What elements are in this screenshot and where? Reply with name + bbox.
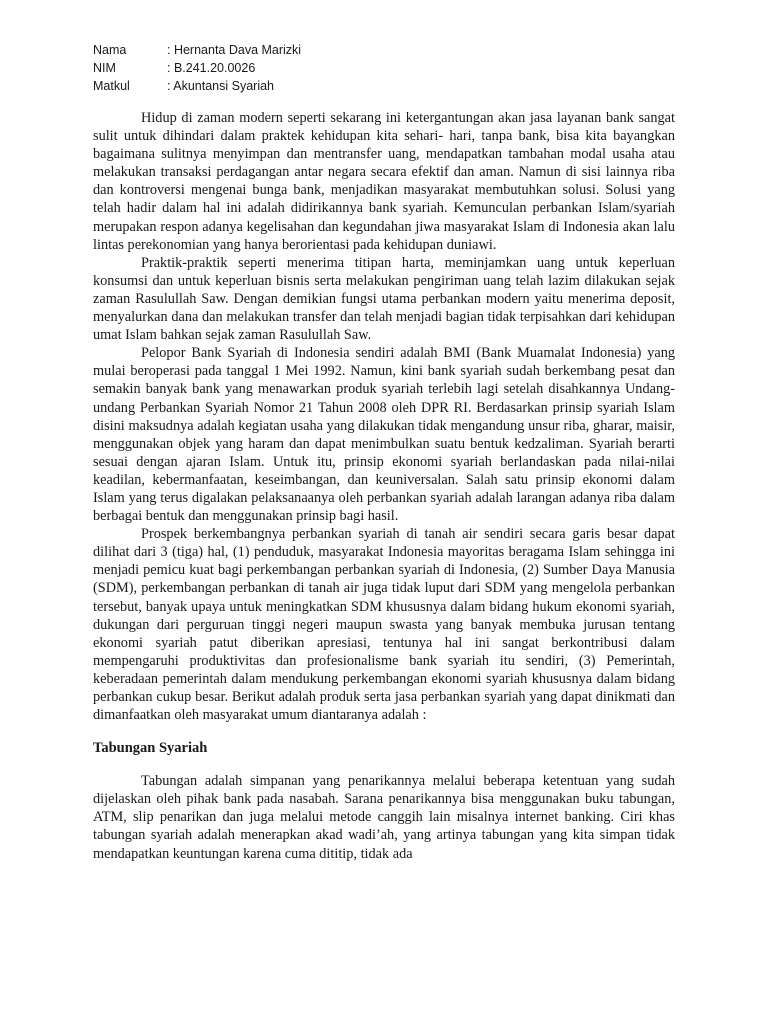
paragraph-practices: Praktik-praktik seperti menerima titipan harta, meminjamkan uang untuk keperluan konsumsi dan untuk keperluan bisnis serta melakukan pengiriman uang telah lazim dilakukan sejak zaman Rasulullah Saw. Dengan demikian fungsi utama perbankan modern yaitu menerima deposit, menyalurkan dana dan melakukan transfer dan telah menjadi bagian tidak terpisahkan dari kehidupan umat Islam bahkan sejak zaman Rasulullah Saw. [93,254,675,344]
nim-label: NIM [93,61,116,75]
section-heading: Tabungan Syariah [93,740,208,757]
student-info-header [93,41,675,95]
name-label: Nama [93,43,127,57]
course-label: Matkul [93,79,130,93]
paragraph-savings: Tabungan adalah simpanan yang penarikannya melalui beberapa ketentuan yang sudah dijelaskan oleh pihak bank pada nasabah. Sarana penarikannya bisa menggunakan buku tabungan, ATM, slip penarikan dan juga melalui metode canggih lain misalnya internet banking. Ciri khas tabungan syariah adalah menerapkan akad wadi’ah, yang artinya tabungan yang kita simpan tidak mendapatkan keuntungan karena cuma dititip, tidak ada [93,773,675,862]
paragraph-pioneer: Pelopor Bank Syariah di Indonesia sendiri adalah BMI (Bank Muamalat Indonesia) yang mulai beroperasi pada tanggal 1 Mei 1992. Namun, kini bank syariah sudah berkembang pesat dan semakin banyak bank yang menawarkan produk syariah terlebih lagi setelah disahkannya Undang-undang Perbankan Syariah Nomor 21 Tahun 2008 oleh DPR RI. Berdasarkan prinsip syariah Islam disini maksudnya adalah kegiatan usaha yang dilakukan tidak mengandung unsur riba, gharar, maisir, menggunakan objek yang haram dan dapat menimbulkan suatu bentuk kedzaliman. Syariah berarti sesuai dengan ajaran Islam. Untuk itu, prinsip ekonomi syariah berlandaskan pada nilai-nilai keadilan, kebermanfaatan, keseimbangan, dan keuniversalan. Salah satu prinsip ekonomi dalam Islam yang terus digalakan pelaksanaanya oleh perbankan syariah adalah larangan adanya riba dalam berbagai bentuk dan menggunakan prinsip bagi hasil. [93,345,675,525]
name-value: : Hernanta Dava Marizki [167,43,302,57]
name-row [93,41,675,59]
course-row [93,77,675,95]
nim-value: : B.241.20.0026 [167,61,256,75]
nim-row [93,59,675,77]
course-value: : Akuntansi Syariah [167,79,275,93]
paragraph-intro: Hidup di zaman modern seperti sekarang ini ketergantungan akan jasa layanan bank sangat sulit untuk dihindari dalam praktek kehidupan kita sehari- hari, tanpa bank, bisa kita bayangkan bagaimana sulitnya menyimpan dan mentransfer uang, mendapatkan tambahan modal usaha atau melakukan transaksi perdagangan antar negara secara efektif dan aman. Namun di sisi lainnya riba dan kontroversi mengenai bunga bank, menjadikan masyarakat membutuhkan solusi. Solusi yang telah hadir dalam hal ini adalah didirikannya bank syariah. Kemunculan perbankan Islam/syariah merupakan respon adanya kegelisahan dan kegundahan jiwa masyarakat Islam di Indonesia akan lalu lintas perekonomian yang hanya berorientasi pada kehidupan duniawi. [93,110,675,253]
paragraph-prospects: Prospek berkembangnya perbankan syariah di tanah air sendiri secara garis besar dapat dilihat dari 3 (tiga) hal, (1) penduduk, masyarakat Indonesia mayoritas beragama Islam sehingga ini menjadi pemicu kuat bagi perkembangan perbankan syariah di Indonesia, (2) Sumber Daya Manusia (SDM), perkembangan perbankan di tanah air juga tidak luput dari SDM yang mengelola perbankan tersebut, banyak upaya untuk meningkatkan SDM khususnya dalam bidang hukum ekonomi syariah, dukungan dari perguruan tinggi negeri maupun swasta yang banyak membuka jurusan tentang ekonomi syariah patut diberikan apresiasi, tentunya hal ini sangat berkontribusi dalam mempengaruhi produktivitas dan profesionalisme bank syariah itu sendiri, (3) Pemerintah, keberadaan pemerintah dalam mendukung perkembangan ekonomi syariah khususnya dalam bidang perbankan cukup besar. Berikut adalah produk serta jasa perbankan syariah yang dapat dinikmati dan dimanfaatkan oleh masyarakat umum diantaranya adalah : [93,526,675,724]
document-page [93,41,675,863]
